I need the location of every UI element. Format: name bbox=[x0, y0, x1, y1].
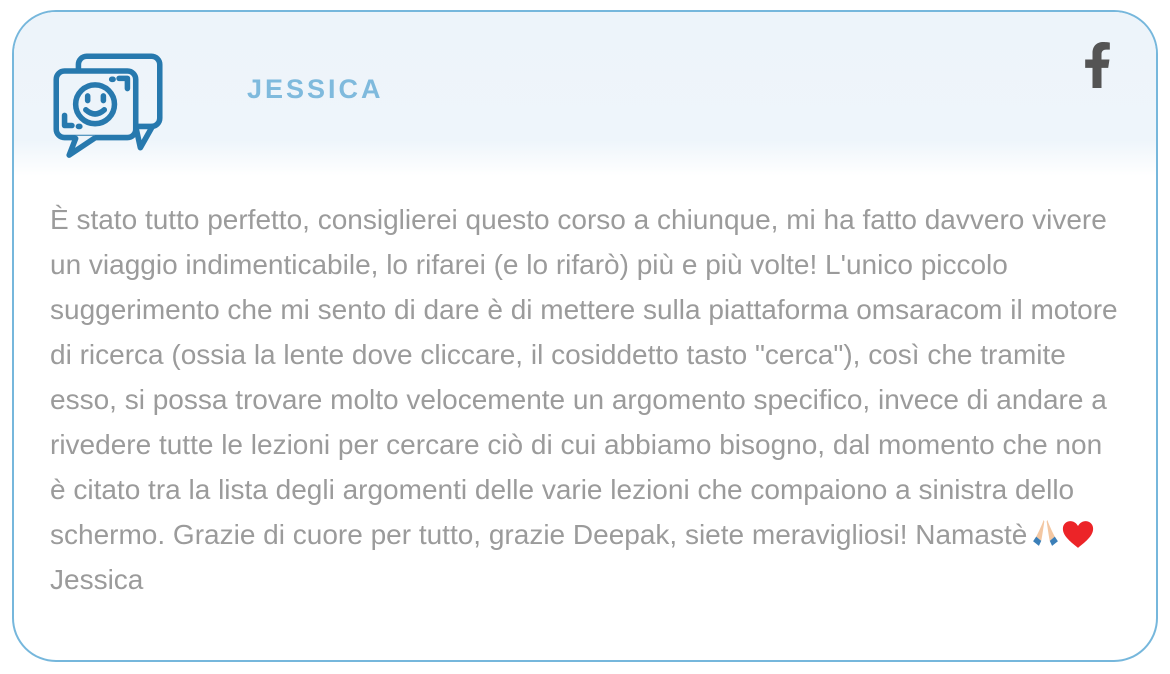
card-header bbox=[14, 12, 1156, 176]
testimonial-card bbox=[12, 10, 1158, 662]
facebook-icon[interactable] bbox=[1083, 42, 1112, 88]
review-text-content: È stato tutto perfetto, consiglierei questo corso a chiunque, mi ha fatto davvero vivere un viaggio indimenticabile, lo rifarei (e lo rifarò) più e più volte! L'unico piccolo suggerimento che mi sento di dare è di mettere sulla piattaforma omsaracom il motore di ricerca (ossia la lente dove cliccare, il cosiddetto tasto "cerca"), così che tramite esso, si possa trovare molto velocemente un argomento specifico, invece di andare a rivedere tutte le lezioni per cercare ciò di cui abbiamo bisogno, dal momento che non è citato tra la lista degli argomenti delle varie lezioni che compaiono a sinistra dello schermo. Grazie di cuore per tutto, grazie Deepak, siete meravigliosi! Namastè bbox=[50, 204, 1118, 550]
review-body bbox=[14, 176, 1156, 602]
folded-hands-emoji-icon bbox=[1030, 518, 1061, 549]
chat-bubbles-smiley-icon bbox=[47, 45, 169, 158]
reviewer-name: JESSICA bbox=[247, 73, 384, 104]
review-signature: Jessica bbox=[50, 564, 144, 595]
review-text bbox=[50, 197, 1120, 557]
red-heart-emoji-icon bbox=[1062, 520, 1094, 549]
